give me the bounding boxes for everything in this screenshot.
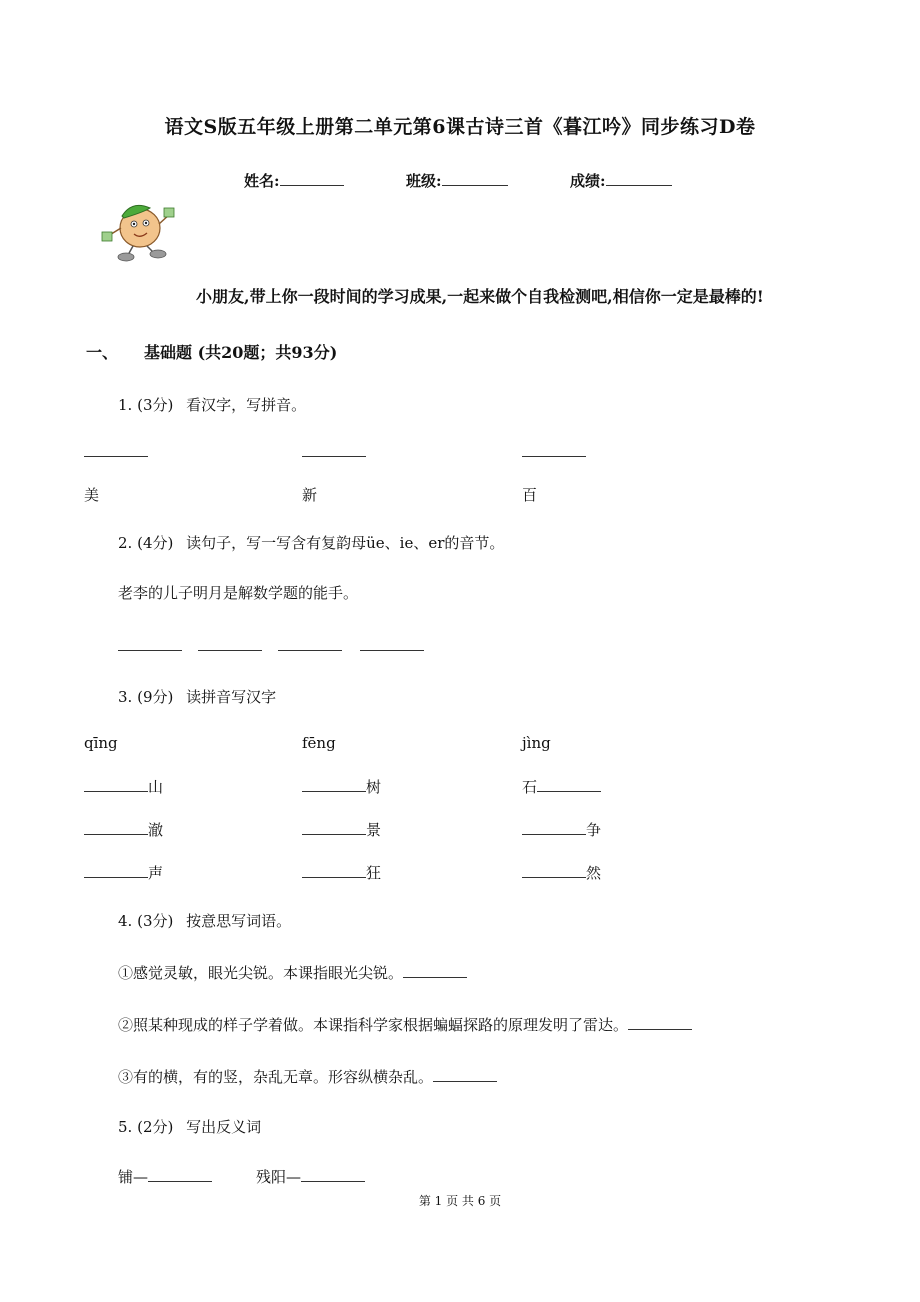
- q3-pinyin: fēng: [302, 734, 336, 752]
- q5-answer-blank[interactable]: [148, 1167, 212, 1182]
- q4-score: (3分): [137, 912, 174, 930]
- q2-answer-blank[interactable]: [278, 650, 342, 651]
- section-heading: [86, 340, 337, 363]
- q2-number: 2.: [118, 534, 133, 552]
- q1-answer-blank[interactable]: [522, 456, 586, 457]
- q3-answer-blank[interactable]: [84, 820, 148, 835]
- q3-score: (9分): [137, 688, 174, 706]
- name-label: 姓名:: [244, 172, 280, 190]
- q3-item: 争: [522, 819, 601, 840]
- q5-number: 5.: [118, 1118, 133, 1136]
- class-field: [406, 170, 508, 191]
- q3-item: 澈: [84, 819, 163, 840]
- q3-number: 3.: [118, 688, 133, 706]
- page-title: 语文S版五年级上册第二单元第6课古诗三首《暮江吟》同步练习D卷: [164, 116, 756, 138]
- q1-answer-blank[interactable]: [84, 456, 148, 457]
- q3-pinyin: jìng: [522, 734, 551, 752]
- q4-item: ③有的横，有的竖，杂乱无章。形容纵横杂乱。: [118, 1066, 497, 1087]
- mascot-icon: [100, 198, 180, 262]
- q2-answer-blank[interactable]: [198, 650, 262, 651]
- question-1: [118, 394, 306, 415]
- name-blank[interactable]: [280, 171, 344, 186]
- q3-item: 然: [522, 862, 601, 883]
- q2-sentence: 老李的儿子明月是解数学题的能手。: [118, 584, 359, 602]
- q2-answer-blank[interactable]: [118, 650, 182, 651]
- q1-answer-blank[interactable]: [302, 456, 366, 457]
- question-2: [118, 532, 504, 553]
- page-footer: 第 1 页 共 6 页: [418, 1194, 502, 1208]
- q1-prompt: 看汉字，写拼音。: [186, 396, 307, 414]
- question-4: [118, 910, 291, 931]
- question-3: [118, 686, 276, 707]
- q3-answer-blank[interactable]: [84, 777, 148, 792]
- section-number: 一、: [86, 343, 119, 362]
- q4-number: 4.: [118, 912, 133, 930]
- class-label: 班级:: [406, 172, 442, 190]
- q3-item: 声: [84, 862, 163, 883]
- q3-answer-blank[interactable]: [302, 863, 366, 878]
- q5-prompt: 写出反义词: [186, 1118, 262, 1136]
- score-blank[interactable]: [606, 171, 672, 186]
- q5-item: 残阳—: [256, 1166, 365, 1187]
- name-field: [244, 170, 344, 191]
- q3-answer-blank[interactable]: [522, 863, 586, 878]
- q5-item: 铺—: [118, 1166, 212, 1187]
- q3-item: 石: [522, 776, 601, 797]
- q3-prompt: 读拼音写汉字: [186, 688, 277, 706]
- section-title: 基础题 (共20题；共93分): [144, 343, 338, 362]
- intro-text: 小朋友,带上你一段时间的学习成果,一起来做个自我检测吧,相信你一定是最棒的!: [196, 287, 764, 306]
- q2-prompt: 读句子，写一写含有复韵母üe、ie、er的音节。: [186, 534, 505, 552]
- q3-item: 狂: [302, 862, 381, 883]
- q3-item: 景: [302, 819, 381, 840]
- q3-pinyin: qīng: [84, 734, 118, 752]
- q5-answer-blank[interactable]: [301, 1167, 365, 1182]
- q4-prompt: 按意思写词语。: [186, 912, 292, 930]
- q3-answer-blank[interactable]: [84, 863, 148, 878]
- q1-char: 美: [84, 486, 100, 504]
- q4-answer-blank[interactable]: [433, 1067, 497, 1082]
- q3-answer-blank[interactable]: [302, 777, 366, 792]
- q1-number: 1.: [118, 396, 133, 414]
- q1-score: (3分): [137, 396, 174, 414]
- q4-answer-blank[interactable]: [403, 963, 467, 978]
- q1-char: 百: [522, 486, 538, 504]
- class-blank[interactable]: [442, 171, 508, 186]
- q3-answer-blank[interactable]: [522, 820, 586, 835]
- q2-answer-blank[interactable]: [360, 650, 424, 651]
- q4-item: ①感觉灵敏，眼光尖锐。本课指眼光尖锐。: [118, 962, 467, 983]
- q5-score: (2分): [137, 1118, 174, 1136]
- q4-answer-blank[interactable]: [628, 1015, 692, 1030]
- q2-score: (4分): [137, 534, 174, 552]
- score-field: [570, 170, 672, 191]
- question-5: [118, 1116, 261, 1137]
- q1-char: 新: [302, 486, 318, 504]
- q3-answer-blank[interactable]: [302, 820, 366, 835]
- q4-item: ②照某种现成的样子学着做。本课指科学家根据蝙蝠探路的原理发明了雷达。: [118, 1014, 692, 1035]
- q3-item: 山: [84, 776, 163, 797]
- q3-answer-blank[interactable]: [537, 777, 601, 792]
- score-label: 成绩:: [570, 172, 606, 190]
- q3-item: 树: [302, 776, 381, 797]
